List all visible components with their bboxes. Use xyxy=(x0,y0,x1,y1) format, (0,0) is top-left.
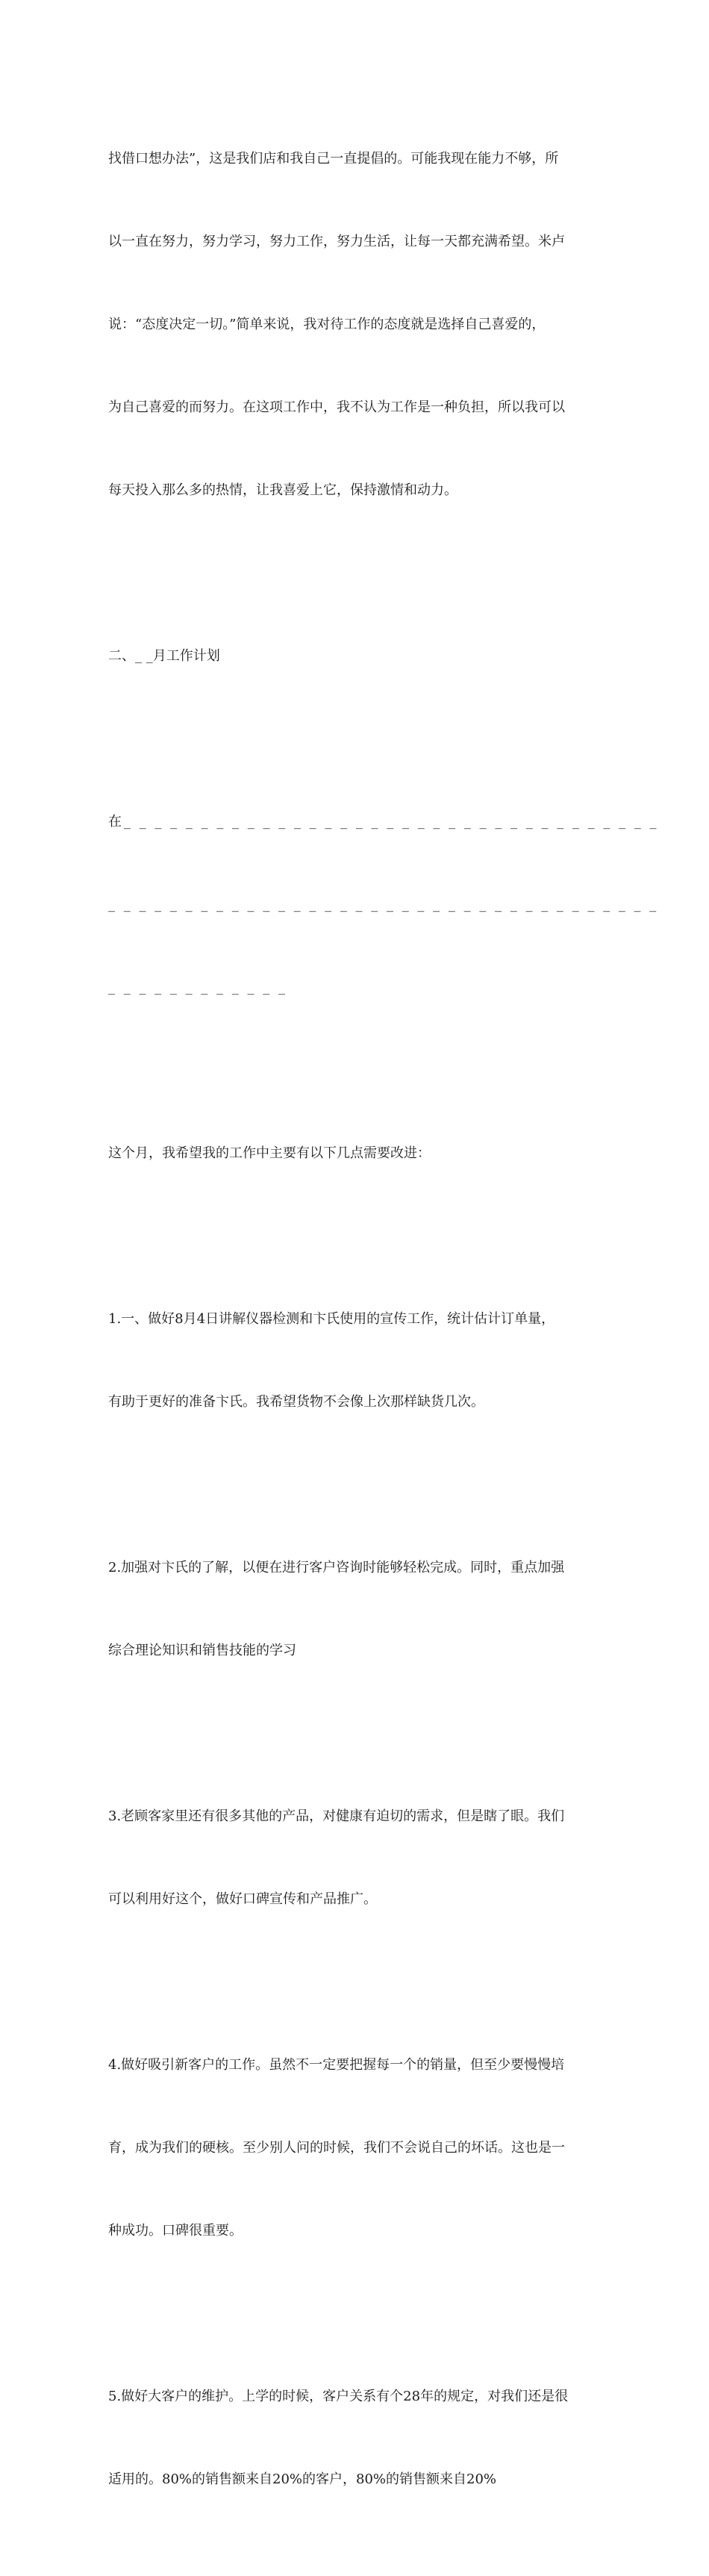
blank-line: 在_ _ _ _ _ _ _ _ _ _ _ _ _ _ _ _ _ _ _ _ _ _ _ _ _ _ _ _ _ _ _ _ _ _ _ xyxy=(108,814,659,830)
blank-fill-paragraph xyxy=(108,753,659,1057)
text-line: 找借口想办法”，这是我们店和我自己一直提倡的。可能我现在能力不够，所 xyxy=(108,151,559,167)
text-line: 5.做好大客户的维护。上学的时候，客户关系有个28年的规定，对我们还是很 xyxy=(108,2389,569,2404)
blank-line: _ _ _ _ _ _ _ _ _ _ _ _ xyxy=(108,980,287,995)
text-line: 为自己喜爱的而努力。在这项工作中，我不认为工作是一种负担，所以我可以 xyxy=(108,399,565,415)
text-line: 适用的。80%的销售额来自20%的客户，80%的销售额来自20% xyxy=(108,2471,497,2487)
list-item-3 xyxy=(108,1747,605,1968)
text-line: 1.一、做好8月4日讲解仪器检测和卞氏使用的宣传工作，统计估计订单量， xyxy=(108,1311,555,1327)
text-line: 可以利用好这个，做好口碑宣传和产品推广。 xyxy=(108,1891,377,1907)
text-line: 说：“态度决定一切。”简单来说，我对待工作的态度就是选择自己喜爱的， xyxy=(108,317,546,332)
text-line: 以一直在努力，努力学习，努力工作，努力生活，让每一天都充满希望。米卢 xyxy=(108,234,565,249)
text-line: 4.做好吸引新客户的工作。虽然不一定要把握每一个的销量，但至少要慢慢培 xyxy=(108,2057,565,2073)
improvement-intro-text: 这个月，我希望我的工作中主要有以下几点需要改进： xyxy=(108,1145,431,1161)
text-line: 综合理论知识和销售技能的学习 xyxy=(108,1643,296,1658)
text-line: 有助于更好的准备卞氏。我希望货物不会像上次那样缺货几次。 xyxy=(108,1394,484,1410)
text-line: 育，成为我们的硬核。至少别人问的时候，我们不会说自己的坏话。这也是一 xyxy=(108,2140,565,2156)
list-item-1 xyxy=(108,1250,605,1471)
improvement-intro xyxy=(108,1084,605,1222)
section-heading-text: 二、_ _月工作计划 xyxy=(108,648,220,664)
list-item-5 xyxy=(108,2327,605,2548)
text-line: 2.加强对卞氏的了解，以便在进行客户咨询时能够轻松完成。同时，重点加强 xyxy=(108,1560,565,1575)
blank-line: _ _ _ _ _ _ _ _ _ _ _ _ _ _ _ _ _ _ _ _ _ _ _ _ _ _ _ _ _ _ _ _ _ _ _ _ xyxy=(108,897,659,912)
list-item-2 xyxy=(108,1499,605,1720)
text-line: 3.老顾客家里还有很多其他的产品，对健康有迫切的需求，但是瞎了眼。我们 xyxy=(108,1808,565,1824)
intro-paragraph xyxy=(108,90,605,559)
text-line: 每天投入那么多的热情，让我喜爱上它，保持激情和动力。 xyxy=(108,482,457,498)
text-line: 种成功。口碑很重要。 xyxy=(108,2223,243,2239)
section-heading xyxy=(108,587,605,725)
list-item-4 xyxy=(108,1996,605,2300)
document-body xyxy=(108,90,659,2576)
